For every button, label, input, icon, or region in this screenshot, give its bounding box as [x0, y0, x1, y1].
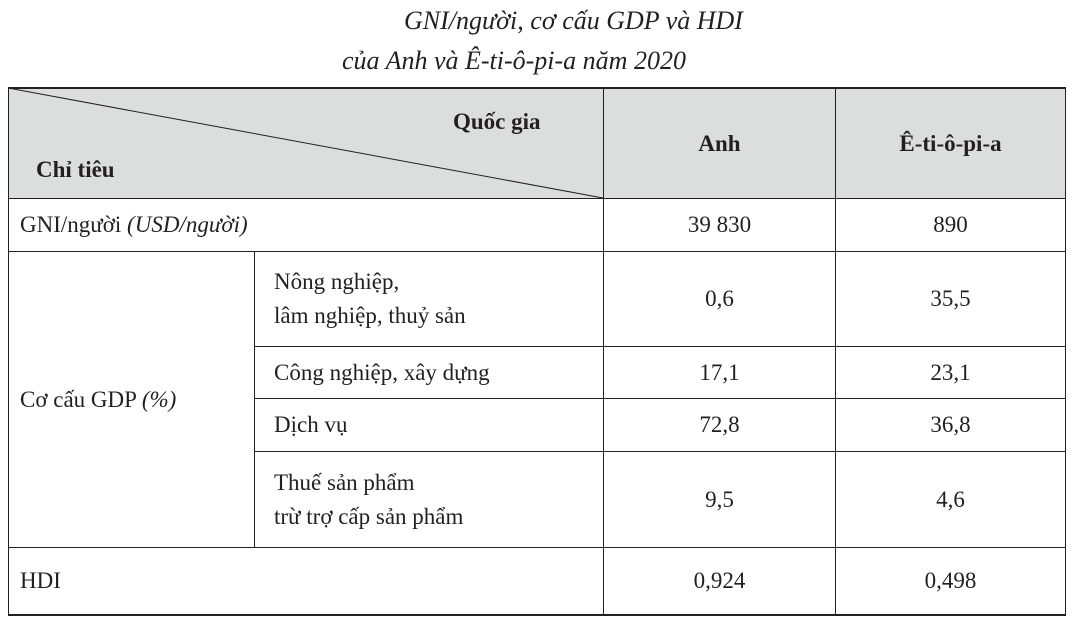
agri-label-line-2: lâm nghiệp, thuỷ sản [274, 303, 466, 328]
tax-label-line-1: Thuế sản phẩm [274, 469, 415, 495]
tax-anh-value: 9,5 [705, 486, 734, 512]
hdi-anh-value: 0,924 [693, 568, 746, 593]
industry-ethiopia-value: 23,1 [930, 359, 971, 385]
header-ethiopia: Ê-ti-ô-pi-a [899, 130, 1002, 156]
services-label: Dịch vụ [274, 412, 348, 437]
tax-label-line-2: trừ trợ cấp sản phẩm [274, 503, 464, 529]
hdi-ethiopia-value: 0,498 [924, 568, 977, 593]
agri-label-line-1: Nông nghiệp, [274, 269, 400, 294]
agri-anh-value: 0,6 [705, 286, 734, 311]
data-table [8, 87, 1066, 616]
header-anh: Anh [698, 130, 741, 156]
tax-label [274, 452, 463, 547]
industry-anh-value: 17,1 [699, 359, 740, 385]
table-right-border [1065, 87, 1066, 616]
gni-ethiopia-value: 890 [933, 212, 968, 237]
hdi-label: HDI [20, 568, 61, 593]
services-anh-value: 72,8 [699, 412, 740, 437]
gdp-structure-label [20, 252, 176, 547]
header-indicator-label: Chỉ tiêu [36, 157, 115, 182]
services-ethiopia-value: 36,8 [930, 412, 971, 437]
gni-label [20, 199, 248, 251]
sub-indicator-divider [254, 251, 255, 547]
gni-unit: (USD/người) [127, 212, 248, 237]
table-title-line-2: của Anh và Ê-ti-ô-pi-a năm 2020 [342, 46, 686, 75]
industry-label: Công nghiệp, xây dựng [274, 359, 490, 385]
gdp-label-text: Cơ cấu GDP [20, 386, 142, 412]
gdp-unit: (%) [141, 386, 177, 412]
table-title-line-1: GNI/người, cơ cấu GDP và HDI [404, 6, 743, 35]
table-bottom-border [8, 614, 1066, 616]
tax-ethiopia-value: 4,6 [936, 486, 965, 512]
header-country-label: Quốc gia [453, 109, 541, 134]
agri-label [274, 252, 466, 346]
gni-anh-value: 39 830 [687, 212, 752, 237]
gni-label-text: GNI/người [20, 212, 128, 237]
agri-ethiopia-value: 35,5 [930, 286, 971, 311]
